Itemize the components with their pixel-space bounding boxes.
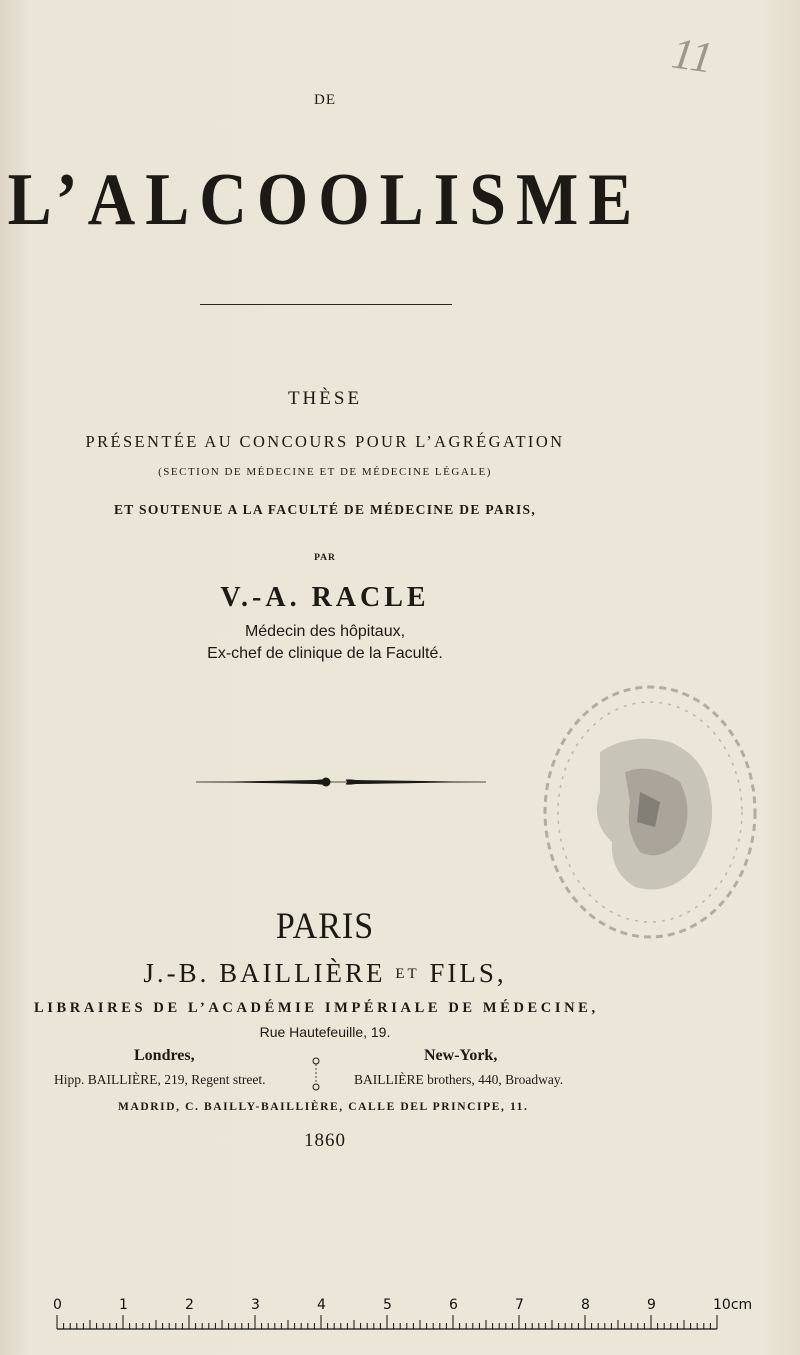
main-title: L’ALCOOLISME	[7, 159, 643, 241]
publisher-credentials: LIBRAIRES DE L’ACADÉMIE IMPÉRIALE DE MÉDECINE,	[34, 1000, 599, 1016]
ruler-label: 5	[383, 1297, 392, 1313]
title-rule	[200, 304, 452, 305]
publisher-main: J.-B. BAILLIÈRE	[143, 958, 386, 988]
ruler-label: 6	[449, 1297, 458, 1313]
author-title-1: Médecin des hôpitaux,	[244, 623, 406, 640]
publisher-street: Rue Hautefeuille, 19.	[259, 1024, 391, 1040]
imprint-city: PARIS	[275, 906, 375, 947]
madrid-line: MADRID, C. BAILLY-BAILLIÈRE, CALLE DEL PRINCIPE, 11.	[118, 1101, 529, 1113]
ruler-label: 10cm	[713, 1297, 753, 1313]
newyork-address: BAILLIÈRE brothers, 440, Broadway.	[354, 1072, 564, 1087]
newyork-label: New-York,	[424, 1047, 498, 1064]
section-line: (SECTION DE MÉDECINE ET DE MÉDECINE LÉGALE)	[158, 466, 492, 478]
publisher-et: ET	[395, 966, 420, 982]
publisher-fils: FILS,	[429, 958, 507, 988]
bleed-through-title	[90, 250, 610, 330]
soutenue-line: ET SOUTENUE A LA FACULTÉ DE MÉDECINE DE PARIS,	[113, 502, 536, 517]
par-label: PAR	[314, 553, 336, 563]
divider-ornament	[310, 1056, 322, 1092]
ruler-label: 2	[185, 1297, 194, 1313]
london-address: Hipp. BAILLIÈRE, 219, Regent street.	[54, 1072, 266, 1087]
ruler-label: 8	[581, 1297, 590, 1313]
these-heading: THÈSE	[287, 388, 363, 409]
ruler-label: 9	[647, 1297, 656, 1313]
ornament-rule	[196, 772, 486, 792]
ruler-label: 0	[53, 1297, 62, 1313]
publication-year: 1860	[304, 1130, 346, 1151]
publisher-name	[0, 958, 650, 989]
london-label: Londres,	[134, 1047, 195, 1064]
ruler-label: 1	[119, 1297, 128, 1313]
ruler-label: 3	[251, 1297, 260, 1313]
ruler-label: 4	[317, 1297, 326, 1313]
handwritten-note: 11	[668, 28, 716, 83]
author-name: V.-A. RACLE	[220, 582, 430, 613]
scale-ruler	[0, 1295, 800, 1340]
presentee-line: PRÉSENTÉE AU CONCOURS POUR L’AGRÉGATION	[85, 432, 565, 451]
ruler-label: 7	[515, 1297, 524, 1313]
author-title-2: Ex-chef de clinique de la Faculté.	[207, 645, 443, 662]
title-prefix: DE	[314, 92, 336, 108]
